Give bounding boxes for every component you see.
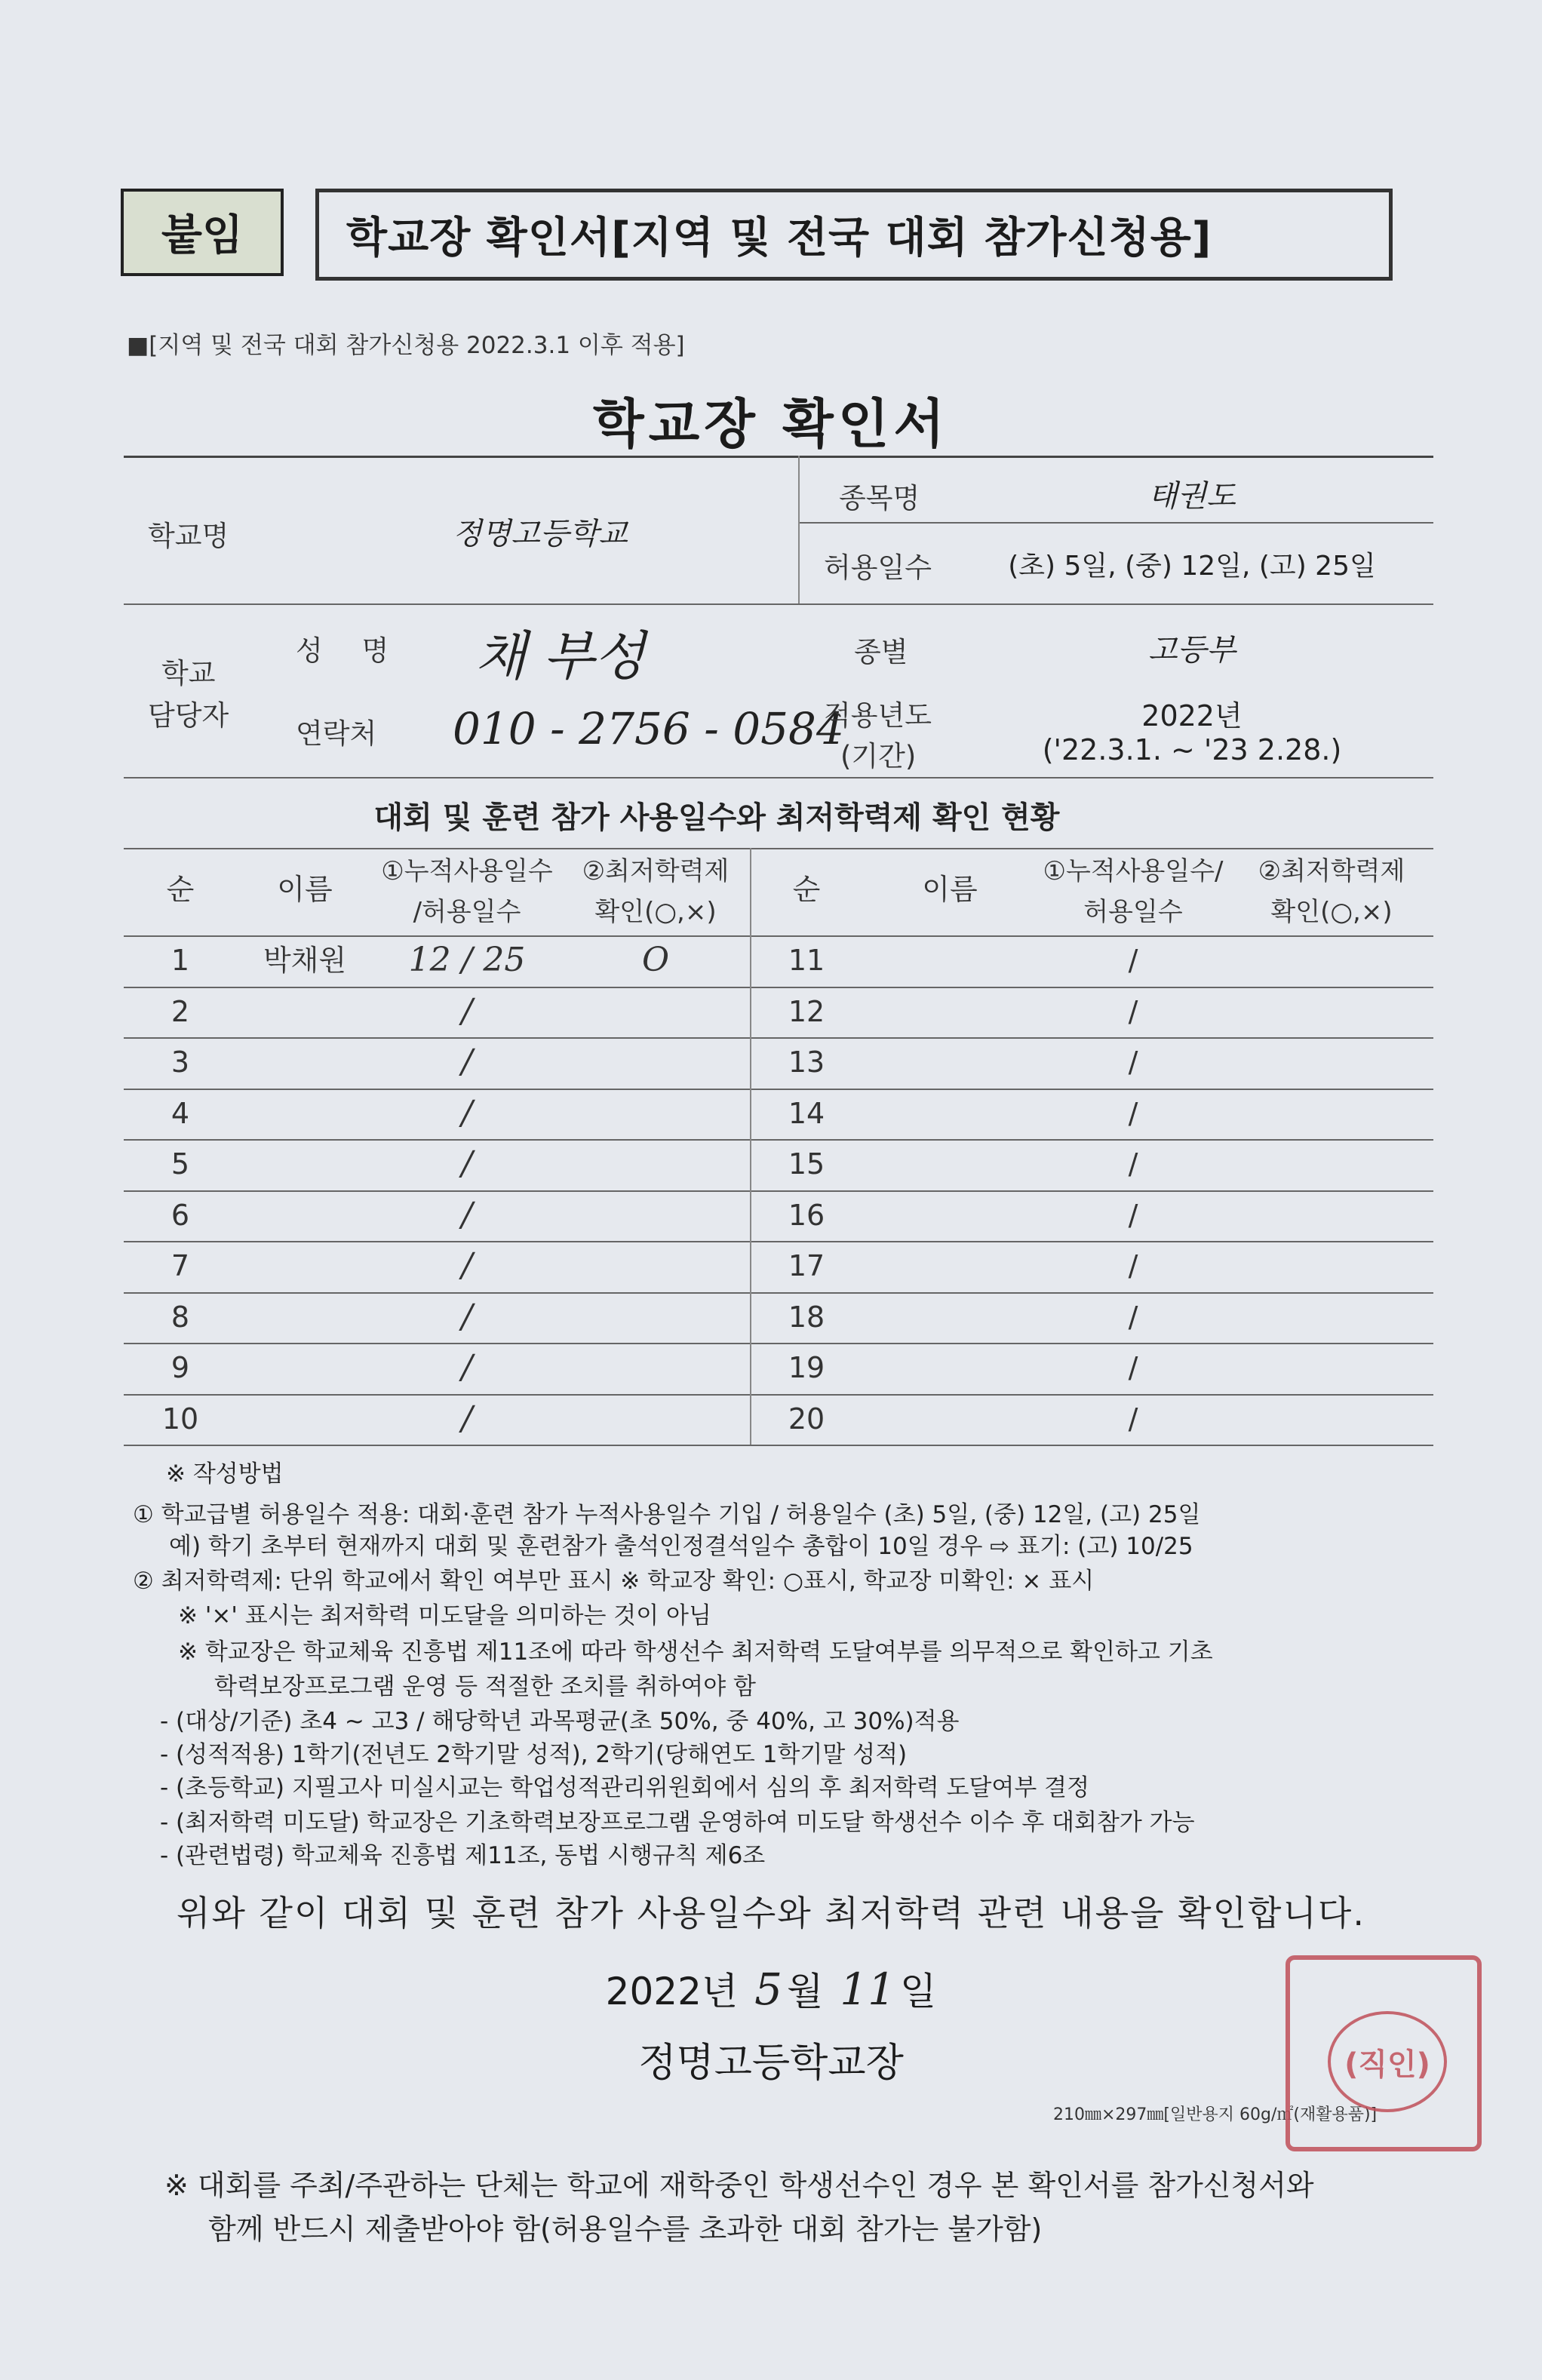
instruction-line: - (성적적용) 1학기(전년도 2학기말 성적), 2학기(당해연도 1학기말 성적) — [160, 1741, 908, 1768]
header-usage-line2: /허용일수 — [413, 897, 521, 927]
manager-label-1: 학교 — [161, 657, 216, 689]
table-cell: / — [461, 1195, 473, 1234]
table-cell: 1 — [170, 944, 190, 977]
table-cell: / — [1128, 1198, 1138, 1232]
principal-title: 정명고등학교장 — [638, 2041, 904, 2086]
school-seal — [1286, 1955, 1482, 2151]
table-cell: / — [1128, 1147, 1138, 1181]
header-min-line2: 확인(○,×) — [594, 897, 717, 927]
table-cell: 5 — [170, 1147, 190, 1181]
table-cell: 8 — [170, 1300, 190, 1334]
table-cell — [863, 1190, 1037, 1240]
table-cell: / — [461, 991, 473, 1030]
divider — [800, 522, 1433, 524]
table-cell: 17 — [788, 1249, 825, 1282]
divider — [124, 777, 1433, 778]
seal-mark: (직인) — [1328, 2011, 1447, 2112]
divider — [798, 456, 800, 603]
table-cell: 7 — [170, 1249, 190, 1282]
header-min-line1: ②최저학력제 — [582, 856, 730, 886]
table-cell — [863, 987, 1037, 1036]
table-cell — [561, 987, 750, 1036]
table-cell: 13 — [788, 1046, 825, 1079]
allowed-days-value: (초) 5일, (중) 12일, (고) 25일 — [1008, 551, 1376, 582]
sport-value: 태권도 — [1148, 479, 1236, 514]
table-cell: / — [461, 1399, 473, 1438]
sport-label: 종목명 — [839, 482, 920, 514]
main-title: 학교장 확인서 — [592, 393, 950, 455]
school-name: 정명고등학교 — [453, 517, 628, 551]
table-cell — [863, 1394, 1037, 1444]
table-divider — [750, 848, 751, 1445]
table-cell — [561, 1037, 750, 1087]
header-no: 순 — [166, 873, 195, 906]
table-cell: / — [1128, 1351, 1138, 1384]
header-name-right: 이름 — [922, 873, 978, 906]
attachment-label: 붙임 — [121, 189, 284, 276]
table-cell — [1230, 1190, 1433, 1240]
allowed-days-label: 허용일수 — [824, 551, 932, 584]
section-title: 대회 및 훈련 참가 사용일수와 최저학력제 확인 현황 — [373, 800, 1060, 835]
table-cell — [561, 1343, 750, 1393]
table-cell — [237, 1292, 373, 1342]
footer-line-2: 함께 반드시 제출받아야 함(허용일수를 초과한 대회 참가는 불가함) — [208, 2213, 1043, 2246]
manager-label-2: 담당자 — [148, 699, 229, 732]
table-cell: / — [1128, 1046, 1138, 1079]
table-cell — [863, 935, 1037, 985]
date-day-unit: 일 — [900, 1970, 937, 2013]
table-cell — [1230, 1292, 1433, 1342]
contact-label: 연락처 — [296, 717, 377, 750]
table-cell: / — [1128, 994, 1138, 1028]
table-cell — [237, 1089, 373, 1138]
table-cell: 2 — [170, 994, 190, 1028]
table-cell — [561, 1292, 750, 1342]
header-min-right-line1: ②최저학력제 — [1258, 856, 1405, 886]
header-usage-line1: ①누적사용일수 — [381, 856, 553, 886]
category-label: 종별 — [854, 636, 908, 668]
table-cell — [237, 1037, 373, 1087]
instruction-line: 예) 학기 초부터 현재까지 대회 및 훈련참가 출석인정결석일수 총합이 10일 경우 ⇨ 표기: (고) 10/25 — [169, 1533, 1193, 1560]
table-cell: / — [461, 1043, 473, 1081]
table-cell: 12 / 25 — [408, 941, 526, 979]
header-min-right-line2: 확인(○,×) — [1270, 897, 1393, 927]
date-day: 11 — [840, 1964, 896, 2015]
table-cell: / — [1128, 1096, 1138, 1130]
table-cell — [237, 987, 373, 1036]
table-cell — [561, 1190, 750, 1240]
instruction-line: ② 최저학력제: 단위 학교에서 확인 여부만 표시 ※ 학교장 확인: ○표시, 학교장 미확인: × 표시 — [133, 1568, 1095, 1595]
table-cell: 4 — [170, 1096, 190, 1130]
table-cell — [1230, 1241, 1433, 1291]
table-cell — [237, 1241, 373, 1291]
footer-line-1: ※ 대회를 주최/주관하는 단체는 학교에 재학중인 학생선수인 경우 본 확인서를 참가신청서와 — [164, 2169, 1314, 2202]
table-cell — [561, 1139, 750, 1189]
confirmation-text: 위와 같이 대회 및 훈련 참가 사용일수와 최저학력 관련 내용을 확인합니다. — [177, 1893, 1365, 1933]
table-cell: / — [1128, 1300, 1138, 1334]
manager-name: 채 부성 — [475, 625, 646, 687]
year-value-1: 2022년 — [1141, 699, 1243, 732]
table-cell — [1230, 1037, 1433, 1087]
instruction-line: 학력보장프로그램 운영 등 적절한 조치를 취하여야 함 — [214, 1673, 756, 1700]
table-cell — [237, 1394, 373, 1444]
table-cell — [863, 1241, 1037, 1291]
table-cell — [1230, 1089, 1433, 1138]
table-cell: 10 — [161, 1402, 199, 1436]
instruction-line: - (관련법령) 학교체육 진흥법 제11조, 동법 시행규칙 제6조 — [160, 1842, 766, 1869]
date-month: 5 — [754, 1964, 782, 2015]
table-cell: 18 — [788, 1300, 825, 1334]
table-cell: 3 — [170, 1046, 190, 1079]
paper-spec: 210㎜×297㎜[일반용지 60g/㎡(재활용품)] — [1053, 2105, 1378, 2124]
table-cell: 11 — [788, 944, 825, 977]
table-cell — [863, 1139, 1037, 1189]
year-label-2: (기간) — [840, 740, 917, 772]
header-usage-right-line1: ①누적사용일수/ — [1043, 856, 1224, 886]
instruction-line: - (초등학교) 지필고사 미실시교는 학업성적관리위원회에서 심의 후 최저학력 도달여부 결정 — [160, 1774, 1090, 1801]
date-year: 2022년 — [605, 1970, 739, 2013]
table-cell — [1230, 987, 1433, 1036]
table-cell: 15 — [788, 1147, 825, 1181]
divider — [124, 603, 1433, 605]
header-usage-right-line2: 허용일수 — [1083, 897, 1183, 927]
year-value-2: ('22.3.1. ~ '23 2.28.) — [1042, 733, 1342, 766]
table-cell: / — [461, 1246, 473, 1285]
table-cell — [863, 1089, 1037, 1138]
table-divider — [124, 1445, 1433, 1446]
table-cell: 16 — [788, 1198, 825, 1232]
year-label-1: 적용년도 — [824, 699, 932, 732]
school-label: 학교명 — [148, 520, 229, 552]
table-cell: / — [461, 1297, 473, 1336]
table-cell: 14 — [788, 1096, 825, 1130]
table-cell: / — [461, 1348, 473, 1387]
table-cell: 20 — [788, 1402, 825, 1436]
table-cell: / — [1128, 1249, 1138, 1282]
instruction-line: ※ 작성방법 — [166, 1460, 284, 1488]
table-cell — [1230, 1343, 1433, 1393]
divider — [124, 456, 1433, 458]
instruction-line: ※ 학교장은 학교체육 진흥법 제11조에 따라 학생선수 최저학력 도달여부를 의무적으로 확인하고 기초 — [178, 1638, 1213, 1666]
name-label: 성 명 — [296, 634, 404, 667]
header-name: 이름 — [277, 873, 333, 906]
table-cell — [863, 1037, 1037, 1087]
instruction-line: - (대상/기준) 초4 ~ 고3 / 해당학년 과목평균(초 50%, 중 40%, 고 30%)적용 — [160, 1708, 960, 1735]
divider — [124, 848, 1433, 849]
document-heading: 학교장 확인서[지역 및 전국 대회 참가신청용] — [315, 189, 1393, 281]
table-cell: 12 — [788, 994, 825, 1028]
table-cell: / — [461, 1093, 473, 1132]
header-no-right: 순 — [792, 873, 821, 906]
table-cell — [1230, 1139, 1433, 1189]
table-cell — [1230, 935, 1433, 985]
table-cell: / — [1128, 1402, 1138, 1436]
instruction-line: ※ '×' 표시는 최저학력 미도달을 의미하는 것이 아님 — [178, 1602, 711, 1629]
table-cell: 9 — [170, 1351, 190, 1384]
contact-value: 010 - 2756 - 0584 — [453, 703, 844, 754]
table-cell: / — [1128, 944, 1138, 977]
date-month-unit: 월 — [787, 1970, 824, 2013]
table-cell — [1230, 1394, 1433, 1444]
instruction-line: ① 학교급별 허용일수 적용: 대회·훈련 참가 누적사용일수 기입 / 허용일수 (초) 5일, (중) 12일, (고) 25일 — [133, 1501, 1201, 1528]
table-cell — [863, 1343, 1037, 1393]
table-cell: O — [641, 941, 670, 979]
category-value: 고등부 — [1148, 633, 1236, 668]
instruction-line: - (최저학력 미도달) 학교장은 기초학력보장프로그램 운영하여 미도달 학생선수 이수 후 대회참가 가능 — [160, 1809, 1195, 1836]
table-cell: / — [461, 1144, 473, 1183]
table-cell — [561, 1241, 750, 1291]
table-cell: 6 — [170, 1198, 190, 1232]
table-cell — [863, 1292, 1037, 1342]
table-cell — [237, 1343, 373, 1393]
applied-note: ■[지역 및 전국 대회 참가신청용 2022.3.1 이후 적용] — [127, 332, 685, 359]
table-cell: 박채원 — [263, 944, 347, 977]
table-cell — [237, 1190, 373, 1240]
table-cell — [561, 1089, 750, 1138]
table-cell: 19 — [788, 1351, 825, 1384]
table-cell — [561, 1394, 750, 1444]
table-cell — [237, 1139, 373, 1189]
